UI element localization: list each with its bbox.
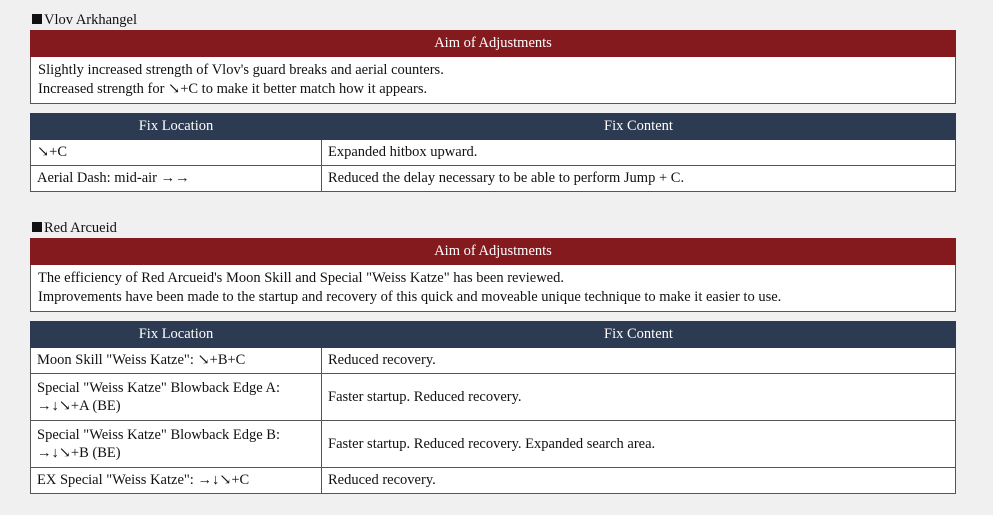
fix-content: Expanded hitbox upward.	[322, 140, 956, 166]
table-row	[31, 348, 956, 374]
fix-content: Faster startup. Reduced recovery.	[322, 374, 956, 421]
fix-location: ↘+C	[31, 140, 322, 166]
fix-content-header: Fix Content	[322, 114, 956, 140]
section-heading	[32, 10, 956, 30]
table-row	[31, 468, 956, 494]
aim-text	[31, 57, 956, 104]
fix-content: Reduced the delay necessary to be able to perform Jump + C.	[322, 166, 956, 192]
aim-text	[31, 265, 956, 312]
fix-content: Reduced recovery.	[322, 348, 956, 374]
fix-content: Faster startup. Reduced recovery. Expanded search area.	[322, 421, 956, 468]
fix-location: Aerial Dash: mid-air →→	[31, 166, 322, 192]
table-row	[31, 166, 956, 192]
fix-table	[30, 321, 956, 494]
aim-table	[30, 30, 956, 104]
fix-table	[30, 113, 956, 192]
fix-location	[31, 374, 322, 421]
aim-header: Aim of Adjustments	[31, 31, 956, 57]
fix-location: Moon Skill "Weiss Katze": ↘+B+C	[31, 348, 322, 374]
fix-location-header: Fix Location	[31, 322, 322, 348]
aim-line: Improvements have been made to the startup and recovery of this quick and moveable unique technique to make it easier to use.	[38, 289, 782, 305]
fix-location: EX Special "Weiss Katze": →↓↘+C	[31, 468, 322, 494]
section-vlov-arkhangel	[30, 10, 956, 192]
aim-table	[30, 238, 956, 312]
aim-line: Increased strength for ↘+C to make it better match how it appears.	[38, 81, 428, 97]
fix-content: Reduced recovery.	[322, 468, 956, 494]
black-square-icon	[32, 14, 42, 24]
aim-header: Aim of Adjustments	[31, 239, 956, 265]
table-row	[31, 374, 956, 421]
fix-location-line: Special "Weiss Katze" Blowback Edge B:	[37, 427, 281, 443]
section-red-arcueid	[30, 218, 956, 494]
aim-line: Slightly increased strength of Vlov's guard breaks and aerial counters.	[38, 62, 444, 78]
fix-location-line: →↓↘+B (BE)	[37, 445, 121, 461]
fix-content-header: Fix Content	[322, 322, 956, 348]
fix-location-line: →↓↘+A (BE)	[37, 398, 121, 414]
section-heading-text: Vlov Arkhangel	[44, 12, 138, 28]
fix-location	[31, 421, 322, 468]
fix-location-line: Special "Weiss Katze" Blowback Edge A:	[37, 380, 281, 396]
section-heading-text: Red Arcueid	[44, 220, 117, 236]
fix-location-header: Fix Location	[31, 114, 322, 140]
table-row	[31, 140, 956, 166]
aim-line: The efficiency of Red Arcueid's Moon Skill and Special "Weiss Katze" has been reviewed.	[38, 270, 564, 286]
section-heading	[32, 218, 956, 238]
table-row	[31, 421, 956, 468]
black-square-icon	[32, 222, 42, 232]
